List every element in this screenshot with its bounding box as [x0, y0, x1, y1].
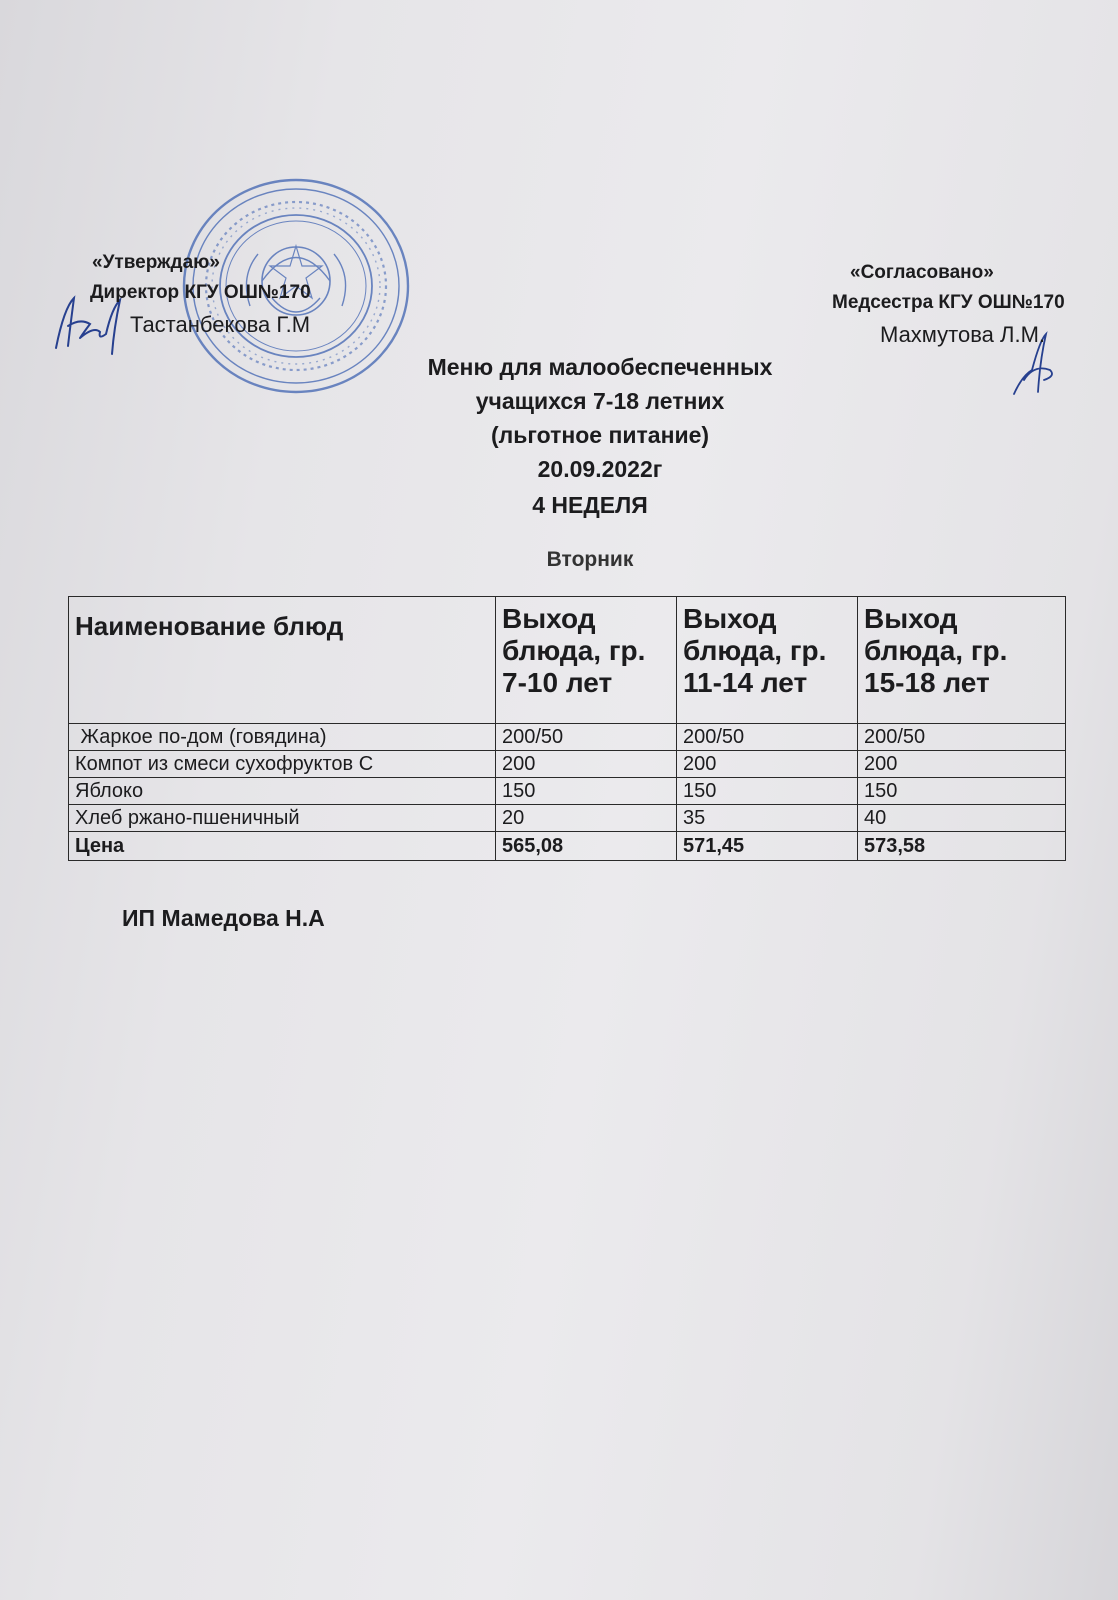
table-row [69, 778, 1066, 805]
approve-quote: «Утверждаю» [92, 252, 220, 273]
header-col2-line2: блюда, гр. [683, 635, 827, 666]
header-col1-line1: Выход [502, 603, 596, 634]
portion-15-18: 200/50 [858, 724, 1066, 751]
header-col1-line3: 7-10 лет [502, 667, 613, 698]
title-line-2: учащихся 7-18 летних [475, 388, 725, 414]
table-row [69, 751, 1066, 778]
portion-15-18: 40 [858, 805, 1066, 832]
week-label: 4 НЕДЕЛЯ [532, 492, 648, 518]
portion-15-18: 200 [858, 751, 1066, 778]
approve-role: Директор КГУ ОШ№170 [90, 282, 311, 303]
header-col3-line1: Выход [864, 603, 958, 634]
price-label: Цена [69, 832, 496, 861]
table-row [69, 805, 1066, 832]
portion-15-18: 150 [858, 778, 1066, 805]
portion-11-14: 200 [677, 751, 858, 778]
header-col3-line3: 15-18 лет [864, 667, 990, 698]
price-row [69, 832, 1066, 861]
header-col2-line3: 11-14 лет [683, 667, 808, 698]
header-col-11-14 [677, 597, 858, 724]
header-col-7-10 [496, 597, 677, 724]
header-dish-name: Наименование блюд [69, 597, 496, 724]
title-line-1: Меню для малообеспеченных [427, 354, 773, 380]
approve-name: Тастанбекова Г.М [130, 312, 311, 337]
header-col3-line2: блюда, гр. [864, 635, 1008, 666]
dish-name: Хлеб ржано-пшеничный [69, 805, 496, 832]
title-line-3: (льготное питание) [490, 422, 710, 448]
day-label: Вторник [546, 548, 634, 571]
dish-name: Компот из смеси сухофруктов С [69, 751, 496, 778]
portion-11-14: 150 [677, 778, 858, 805]
portion-7-10: 20 [496, 805, 677, 832]
table-header-row [69, 597, 1066, 724]
portion-7-10: 200 [496, 751, 677, 778]
portion-7-10: 150 [496, 778, 677, 805]
portion-11-14: 200/50 [677, 724, 858, 751]
agree-quote: «Согласовано» [850, 262, 994, 283]
menu-table [68, 596, 1066, 861]
price-15-18: 573,58 [858, 832, 1066, 861]
vendor-name: ИП Мамедова Н.А [122, 905, 325, 931]
price-7-10: 565,08 [496, 832, 677, 861]
title-date: 20.09.2022г [537, 456, 663, 482]
portion-11-14: 35 [677, 805, 858, 832]
portion-7-10: 200/50 [496, 724, 677, 751]
dish-name: Жаркое по-дом (говядина) [69, 724, 496, 751]
header-col2-line1: Выход [683, 603, 777, 634]
table-row [69, 724, 1066, 751]
dish-name: Яблоко [69, 778, 496, 805]
header-col1-line2: блюда, гр. [502, 635, 646, 666]
agree-name: Махмутова Л.М. [880, 322, 1046, 347]
document-title [300, 350, 900, 486]
price-11-14: 571,45 [677, 832, 858, 861]
header-col-15-18 [858, 597, 1066, 724]
agree-role: Медсестра КГУ ОШ№170 [832, 292, 1065, 313]
